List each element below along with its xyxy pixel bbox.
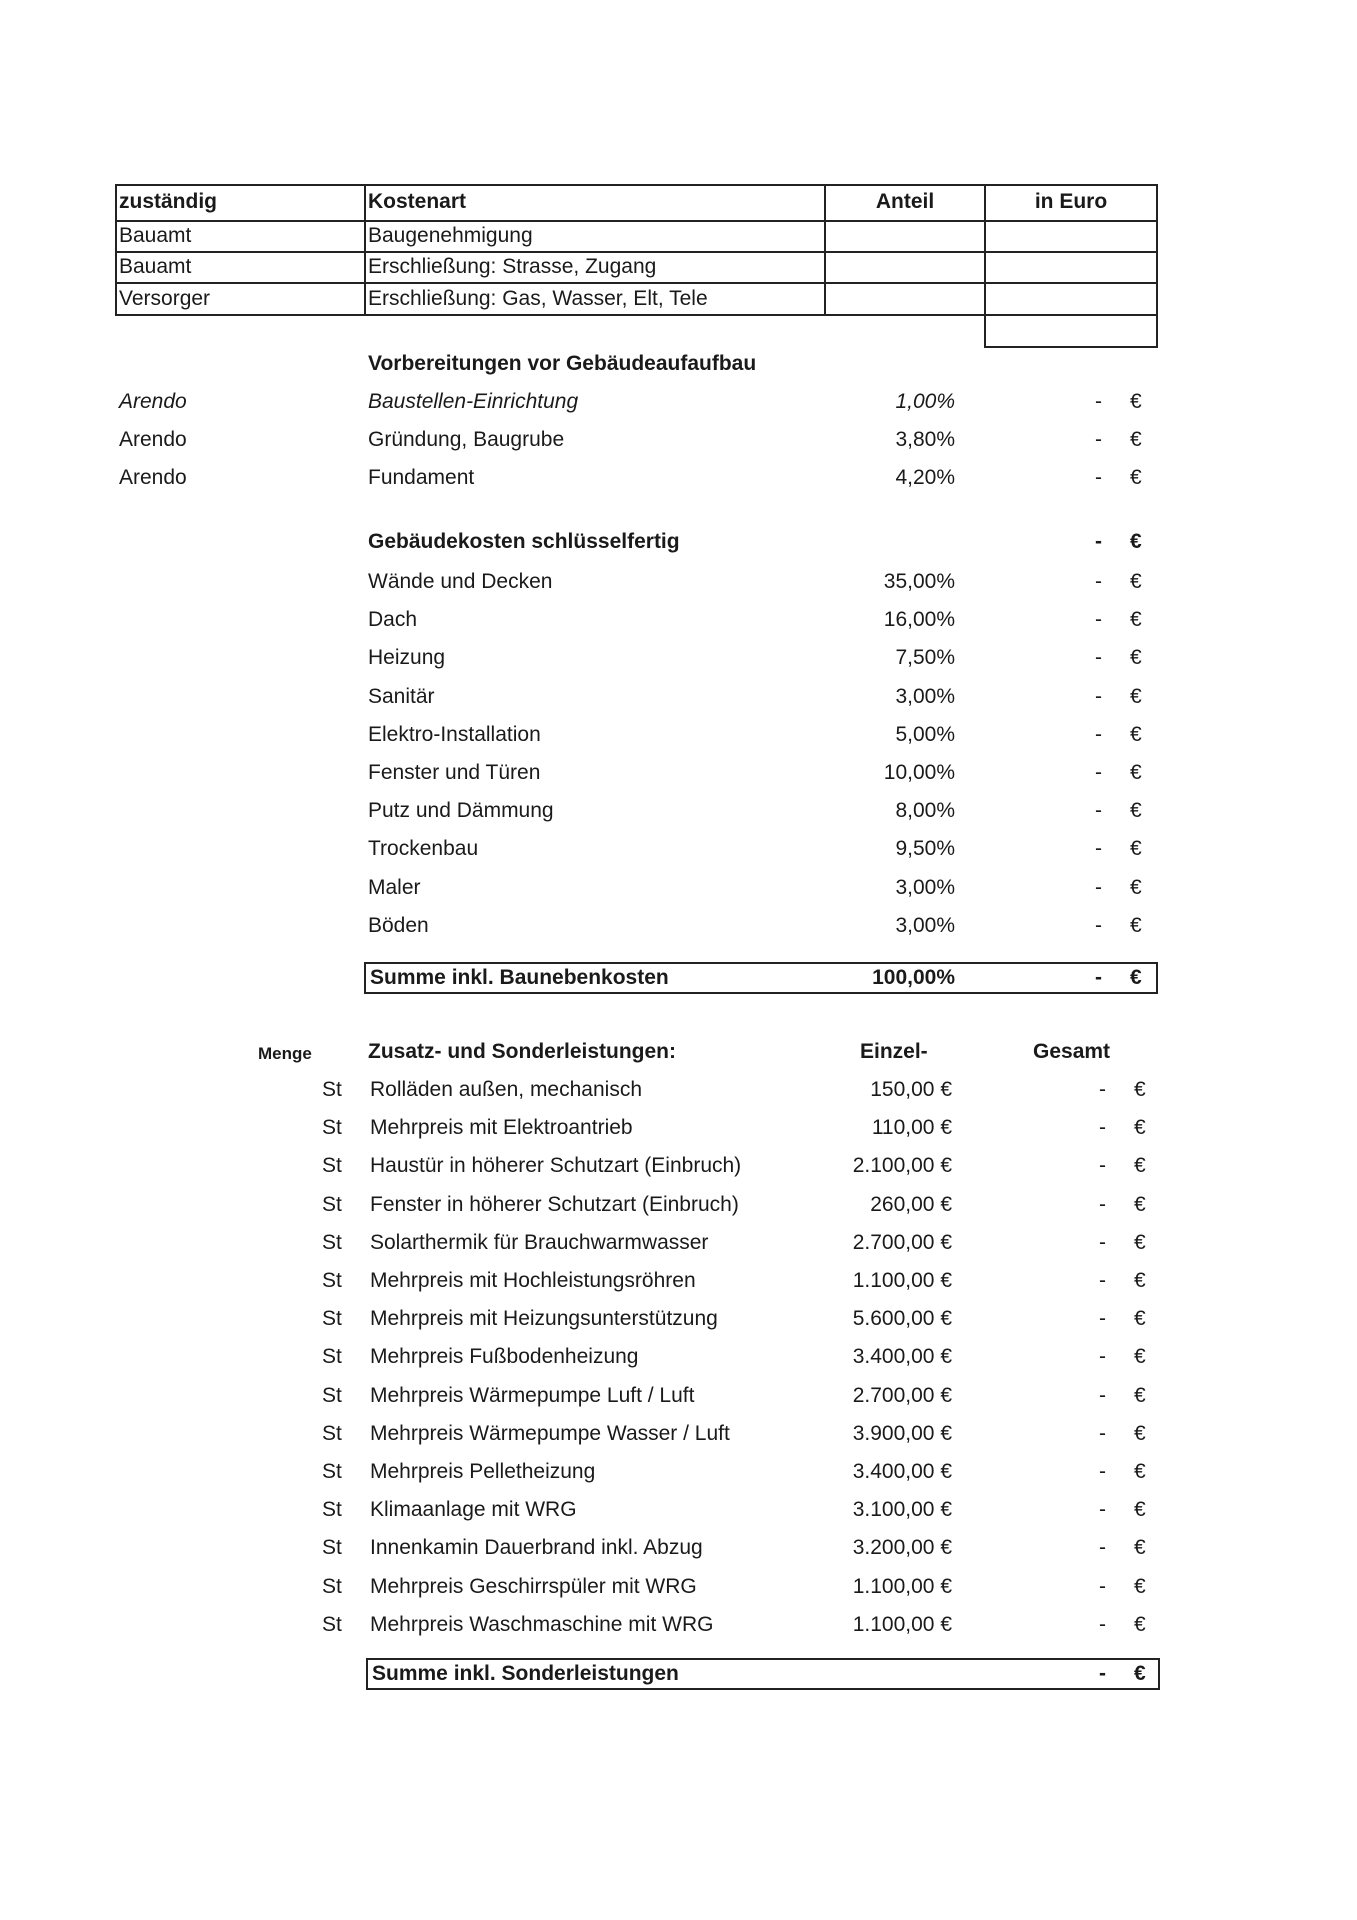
list-item-currency: €: [1134, 1345, 1146, 1369]
list-item-dash: -: [1099, 1116, 1106, 1140]
list-item-currency: €: [1134, 1421, 1146, 1445]
sum-currency-baunebenkosten: €: [1130, 966, 1142, 989]
table-row-3-zustaendig: Versorger: [119, 287, 211, 310]
list-item-currency: €: [1130, 761, 1142, 784]
list-item-dash: -: [1095, 428, 1102, 451]
list-item-unit: St: [322, 1383, 342, 1407]
list-item-dash: -: [1095, 913, 1102, 937]
section-title-gebaeude-currency: €: [1130, 530, 1142, 553]
list-item-currency: €: [1130, 390, 1142, 413]
list-item-kostenart: Heizung: [368, 646, 446, 670]
list-item-responsible: Arendo: [119, 390, 187, 413]
table-row-2-kostenart: Erschließung: Strasse, Zugang: [368, 255, 657, 278]
list-item-currency: €: [1130, 646, 1142, 670]
section-title-zusatz: Zusatz- und Sonderleistungen:: [368, 1040, 676, 1063]
list-item-anteil: 35,00%: [883, 570, 955, 593]
list-item-leistung: Mehrpreis Wärmepumpe Luft / Luft: [370, 1383, 695, 1407]
list-item-kostenart: Gründung, Baugrube: [368, 428, 565, 451]
list-item-currency: €: [1130, 875, 1142, 899]
list-item-leistung: Haustür in höherer Schutzart (Einbruch): [370, 1154, 742, 1178]
list-item-anteil: 3,80%: [895, 428, 955, 451]
list-item-anteil: 5,00%: [895, 722, 955, 746]
list-item-currency: €: [1134, 1536, 1146, 1560]
sum-pct-baunebenkosten: 100,00%: [872, 966, 955, 989]
list-item-dash: -: [1095, 570, 1102, 593]
list-item-dash: -: [1099, 1421, 1106, 1445]
list-item-dash: -: [1095, 466, 1102, 489]
list-item-einzelpreis: 1.100,00 €: [852, 1612, 952, 1636]
table-rule-2: [115, 282, 1158, 284]
list-item-einzelpreis: 3.200,00 €: [852, 1536, 952, 1560]
list-item-dash: -: [1099, 1078, 1106, 1101]
list-item-unit: St: [322, 1230, 342, 1254]
list-item-currency: €: [1130, 837, 1142, 861]
list-item-currency: €: [1134, 1269, 1146, 1292]
list-item-unit: St: [322, 1460, 342, 1483]
list-item-einzelpreis: 1.100,00 €: [852, 1574, 952, 1598]
section-title-vorbereitung: Vorbereitungen vor Gebäudeaufaufbau: [368, 352, 757, 375]
sum-label-baunebenkosten: Summe inkl. Baunebenkosten: [370, 966, 669, 989]
list-item-einzelpreis: 3.100,00 €: [852, 1498, 952, 1522]
list-item-leistung: Mehrpreis Pelletheizung: [370, 1460, 596, 1483]
list-item-kostenart: Sanitär: [368, 684, 435, 708]
list-item-currency: €: [1130, 608, 1142, 632]
list-item-dash: -: [1095, 761, 1102, 784]
list-item-leistung: Mehrpreis mit Hochleistungsröhren: [370, 1269, 696, 1292]
list-item-einzelpreis: 150,00 €: [870, 1078, 952, 1101]
list-item-anteil: 3,00%: [895, 913, 955, 937]
list-item-dash: -: [1095, 799, 1102, 823]
table-rule-3: [115, 314, 1158, 316]
list-item-currency: €: [1134, 1078, 1146, 1101]
list-item-kostenart: Elektro-Installation: [368, 722, 541, 746]
section-title-gebaeude-dash: -: [1095, 530, 1102, 553]
table-rule-4: [984, 346, 1158, 348]
list-item-kostenart: Wände und Decken: [368, 570, 553, 593]
list-item-anteil: 9,50%: [895, 837, 955, 861]
list-item-leistung: Innenkamin Dauerbrand inkl. Abzug: [370, 1536, 703, 1560]
list-item-unit: St: [322, 1269, 342, 1292]
list-item-leistung: Solarthermik für Brauchwarmwasser: [370, 1230, 709, 1254]
column-header-anteil: Anteil: [875, 190, 935, 213]
table-border-right: [1156, 220, 1158, 348]
list-item-dash: -: [1099, 1383, 1106, 1407]
list-item-anteil: 3,00%: [895, 684, 955, 708]
list-item-unit: St: [322, 1078, 342, 1101]
column-header-gesamt: Gesamt: [1033, 1040, 1111, 1063]
list-item-einzelpreis: 110,00 €: [871, 1116, 952, 1140]
table-rule-1: [115, 251, 1158, 253]
table-row-1-kostenart: Baugenehmigung: [368, 224, 533, 247]
list-item-dash: -: [1095, 837, 1102, 861]
list-item-kostenart: Putz und Dämmung: [368, 799, 554, 823]
list-item-dash: -: [1095, 684, 1102, 708]
table-row-2-zustaendig: Bauamt: [119, 255, 192, 278]
sum-label-sonderleistungen: Summe inkl. Sonderleistungen: [372, 1662, 679, 1685]
list-item-einzelpreis: 3.400,00 €: [852, 1345, 952, 1369]
list-item-dash: -: [1095, 722, 1102, 746]
list-item-currency: €: [1134, 1460, 1146, 1483]
list-item-unit: St: [322, 1421, 342, 1445]
list-item-currency: €: [1134, 1498, 1146, 1522]
table-row-3-kostenart: Erschließung: Gas, Wasser, Elt, Tele: [368, 287, 708, 310]
list-item-leistung: Mehrpreis mit Elektroantrieb: [370, 1116, 633, 1140]
list-item-currency: €: [1130, 799, 1142, 823]
list-item-unit: St: [322, 1154, 342, 1178]
list-item-einzelpreis: 260,00 €: [870, 1192, 952, 1216]
list-item-anteil: 16,00%: [883, 608, 955, 632]
column-header-in-euro: in Euro: [1034, 190, 1108, 213]
table-border-left: [115, 220, 117, 316]
list-item-currency: €: [1134, 1116, 1146, 1140]
column-header-einzel: Einzel-: [860, 1040, 928, 1063]
list-item-currency: €: [1130, 570, 1142, 593]
sum-currency-sonderleistungen: €: [1134, 1662, 1146, 1685]
list-item-currency: €: [1134, 1574, 1146, 1598]
list-item-kostenart: Baustellen-Einrichtung: [368, 390, 579, 413]
list-item-einzelpreis: 3.400,00 €: [852, 1460, 952, 1483]
list-item-unit: St: [322, 1116, 342, 1140]
list-item-currency: €: [1134, 1230, 1146, 1254]
list-item-dash: -: [1099, 1574, 1106, 1598]
list-item-unit: St: [322, 1536, 342, 1560]
list-item-anteil: 8,00%: [895, 799, 955, 823]
list-item-dash: -: [1095, 646, 1102, 670]
list-item-currency: €: [1134, 1383, 1146, 1407]
list-item-einzelpreis: 2.700,00 €: [852, 1383, 952, 1407]
list-item-leistung: Rolläden außen, mechanisch: [370, 1078, 642, 1101]
list-item-currency: €: [1130, 428, 1142, 451]
list-item-dash: -: [1099, 1460, 1106, 1483]
list-item-einzelpreis: 3.900,00 €: [852, 1421, 952, 1445]
list-item-responsible: Arendo: [119, 466, 187, 489]
list-item-unit: St: [322, 1574, 342, 1598]
list-item-currency: €: [1130, 466, 1142, 489]
list-item-dash: -: [1099, 1230, 1106, 1254]
list-item-einzelpreis: 1.100,00 €: [852, 1269, 952, 1292]
list-item-kostenart: Dach: [368, 608, 418, 632]
list-item-dash: -: [1095, 608, 1102, 632]
list-item-kostenart: Fenster und Türen: [368, 761, 541, 784]
list-item-leistung: Mehrpreis Wärmepumpe Wasser / Luft: [370, 1421, 730, 1445]
list-item-unit: St: [322, 1192, 342, 1216]
list-item-unit: St: [322, 1345, 342, 1369]
list-item-currency: €: [1134, 1192, 1146, 1216]
list-item-kostenart: Trockenbau: [368, 837, 479, 861]
table-border-col1: [364, 220, 366, 316]
list-item-dash: -: [1099, 1307, 1106, 1331]
list-item-dash: -: [1099, 1498, 1106, 1522]
list-item-einzelpreis: 2.700,00 €: [852, 1230, 952, 1254]
list-item-unit: St: [322, 1498, 342, 1522]
list-item-leistung: Mehrpreis mit Heizungsunterstützung: [370, 1307, 718, 1331]
list-item-unit: St: [322, 1612, 342, 1636]
list-item-anteil: 3,00%: [895, 875, 955, 899]
list-item-currency: €: [1134, 1612, 1146, 1636]
table-row-1-zustaendig: Bauamt: [119, 224, 192, 247]
table-border-col3: [984, 220, 986, 348]
list-item-einzelpreis: 2.100,00 €: [852, 1154, 952, 1178]
list-item-currency: €: [1130, 722, 1142, 746]
list-item-dash: -: [1099, 1536, 1106, 1560]
list-item-leistung: Mehrpreis Waschmaschine mit WRG: [370, 1612, 714, 1636]
list-item-dash: -: [1099, 1269, 1106, 1292]
list-item-dash: -: [1095, 875, 1102, 899]
list-item-currency: €: [1130, 913, 1142, 937]
list-item-currency: €: [1130, 684, 1142, 708]
list-item-kostenart: Böden: [368, 913, 429, 937]
list-item-leistung: Mehrpreis Geschirrspüler mit WRG: [370, 1574, 697, 1598]
list-item-leistung: Fenster in höherer Schutzart (Einbruch): [370, 1192, 739, 1216]
list-item-anteil: 7,50%: [895, 646, 955, 670]
column-header-kostenart: Kostenart: [368, 190, 467, 213]
list-item-dash: -: [1099, 1612, 1106, 1636]
sum-dash-sonderleistungen: -: [1099, 1662, 1106, 1685]
list-item-currency: €: [1134, 1307, 1146, 1331]
table-border-col2: [824, 220, 826, 316]
list-item-responsible: Arendo: [119, 428, 187, 451]
section-title-gebaeude: Gebäudekosten schlüsselfertig: [368, 530, 680, 553]
list-item-dash: -: [1099, 1192, 1106, 1216]
list-item-currency: €: [1134, 1154, 1146, 1178]
list-item-anteil: 10,00%: [883, 761, 955, 784]
sum-dash-baunebenkosten: -: [1095, 966, 1102, 989]
list-item-kostenart: Fundament: [368, 466, 475, 489]
list-item-dash: -: [1095, 390, 1102, 413]
list-item-einzelpreis: 5.600,00 €: [852, 1307, 952, 1331]
list-item-kostenart: Maler: [368, 875, 421, 899]
list-item-dash: -: [1099, 1345, 1106, 1369]
list-item-anteil: 1,00%: [895, 390, 955, 413]
column-header-menge: Menge: [258, 1044, 312, 1063]
list-item-leistung: Klimaanlage mit WRG: [370, 1498, 577, 1522]
list-item-dash: -: [1099, 1154, 1106, 1178]
list-item-leistung: Mehrpreis Fußbodenheizung: [370, 1345, 639, 1369]
column-header-zustaendig: zuständig: [119, 190, 217, 213]
list-item-anteil: 4,20%: [895, 466, 955, 489]
list-item-unit: St: [322, 1307, 342, 1331]
